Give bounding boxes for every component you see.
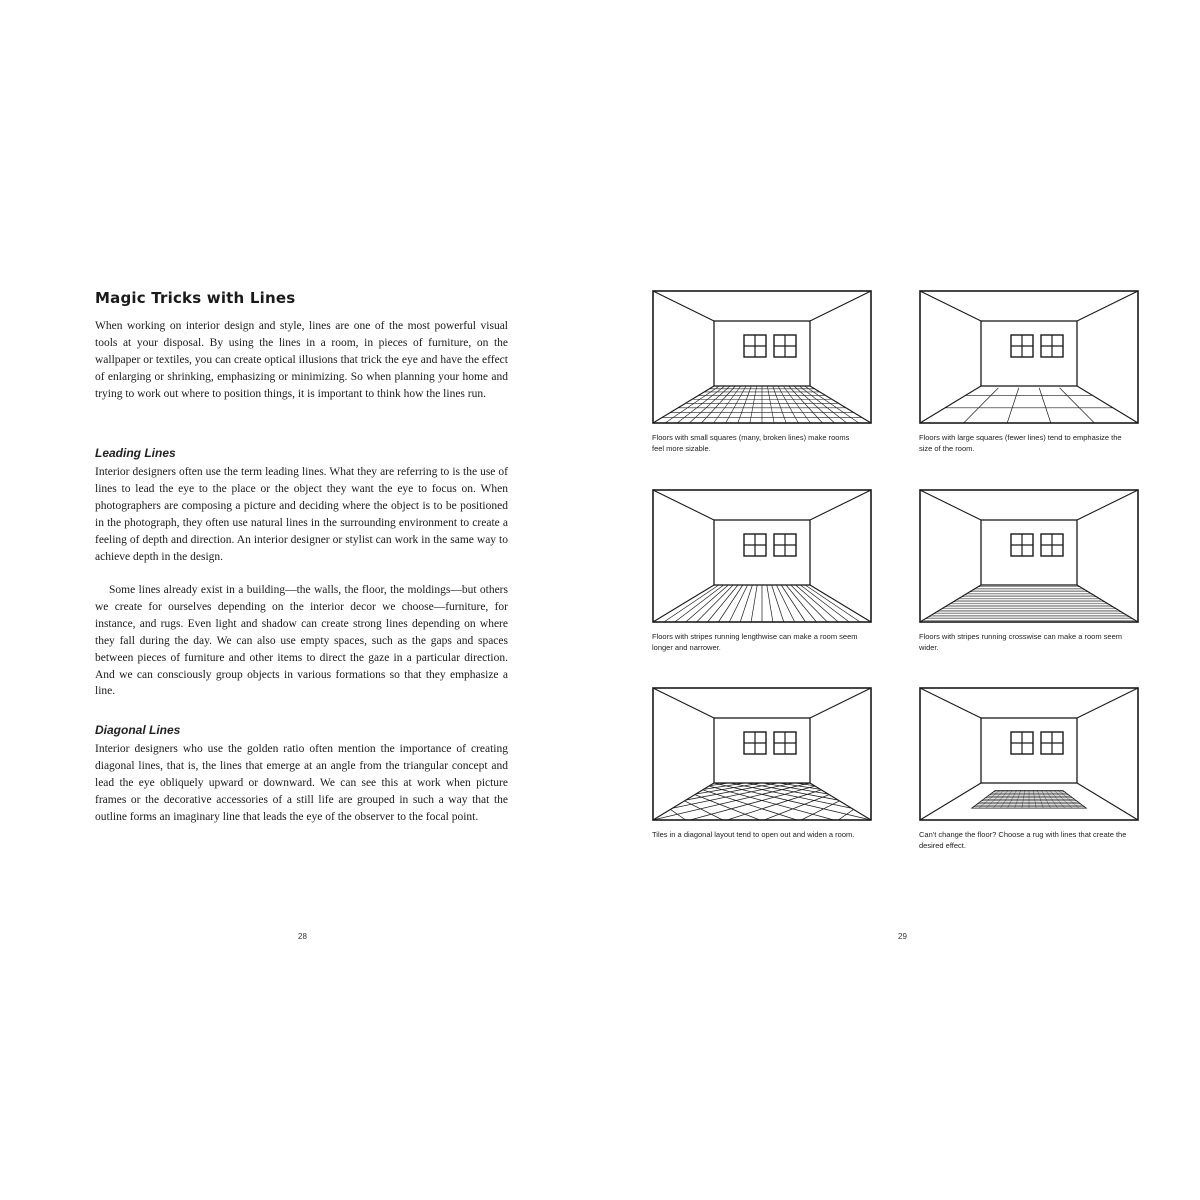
room-small-lines	[653, 291, 871, 423]
room-large-squares-drawing	[919, 290, 1139, 424]
room-diagonal-tiles-drawing	[652, 687, 872, 821]
diagonal-lines-heading: Diagonal Lines	[95, 723, 181, 737]
room-large-lines	[920, 291, 1138, 423]
room-rug-drawing	[919, 687, 1139, 821]
illustration-caption: Floors with stripes running lengthwise can make a room seem longer and narrower.	[652, 632, 858, 652]
room-crosswise-stripes-drawing	[919, 489, 1139, 623]
intro-paragraph: When working on interior design and style, lines are one of the most powerful visual tools at your disposal. By using the lines in a room, in pieces of furniture, on the wallpaper or textiles, you can create optical illusions that trick the eye and have the effect of enlarging or shrinking, emphasizing or minimizing. So when planning your home and trying to work out where to position things, it is important to think how the lines run.	[95, 320, 508, 400]
illustration-rug	[919, 687, 1139, 851]
leading-lines-paragraph-1: Interior designers often use the term leading lines. What they are referring to is the use of lines to lead the eye to the place or the object they want the eye to focus on. When photographers are composing a picture and deciding where the object is to be positioned in the photograph, they often use natural lines in the surrounding environment to create a feeling of depth and direction. An interior designer or stylist can work in the same way to achieve depth in the design.	[95, 466, 508, 563]
illustration-large-squares	[919, 290, 1139, 454]
page-number: 29	[898, 932, 907, 941]
illustration-caption: Floors with stripes running crosswise can make a room seem wider.	[919, 632, 1122, 652]
illustration-small-squares	[652, 290, 872, 454]
illustration-caption: Tiles in a diagonal layout tend to open out and widen a room.	[652, 830, 855, 839]
diagonal-lines-paragraph: Interior designers who use the golden ratio often mention the importance of creating diagonal lines, that is, the lines that emerge at an angle from the triangular concept and lead the eye obliquely upward or downward. We can see this at work when picture frames or the decorative accessories of a still life are grouped in such a way that the outline forms an imaginary line that leads the eye of the observer to the focal point.	[95, 743, 508, 823]
illustration-diagonal-tiles	[652, 687, 872, 840]
illustration-caption: Floors with small squares (many, broken lines) make rooms feel more sizable.	[652, 433, 850, 453]
room-diagonal-lines	[652, 688, 872, 820]
room-crosswise-lines	[920, 490, 1138, 622]
page-number: 28	[298, 932, 307, 941]
room-small-squares-drawing	[652, 290, 872, 424]
illustration-crosswise-stripes	[919, 489, 1139, 653]
illustration-lengthwise-stripes	[652, 489, 872, 653]
room-lengthwise-lines	[653, 490, 871, 622]
leading-lines-heading: Leading Lines	[95, 446, 176, 460]
room-rug-lines	[920, 688, 1138, 820]
illustration-caption: Can't change the floor? Choose a rug with lines that create the desired effect.	[919, 830, 1127, 850]
right-page	[600, 0, 1200, 1200]
illustration-caption: Floors with large squares (fewer lines) tend to emphasize the size of the room.	[919, 433, 1122, 453]
room-lengthwise-stripes-drawing	[652, 489, 872, 623]
leading-lines-paragraph-2: Some lines already exist in a building—the walls, the floor, the moldings—but others we create for ourselves depending on the interior decor we choose—furniture, for instance, and rugs. Even light and shadow can create strong lines depending on where they fall during the day. We can also use empty spaces, such as the gaps and spaces between pieces of furniture and other items to direct the gaze in a particular direction. And we can consciously group objects in various formations so that they emphasize a line.	[95, 584, 508, 698]
section-title: Magic Tricks with Lines	[95, 289, 296, 307]
